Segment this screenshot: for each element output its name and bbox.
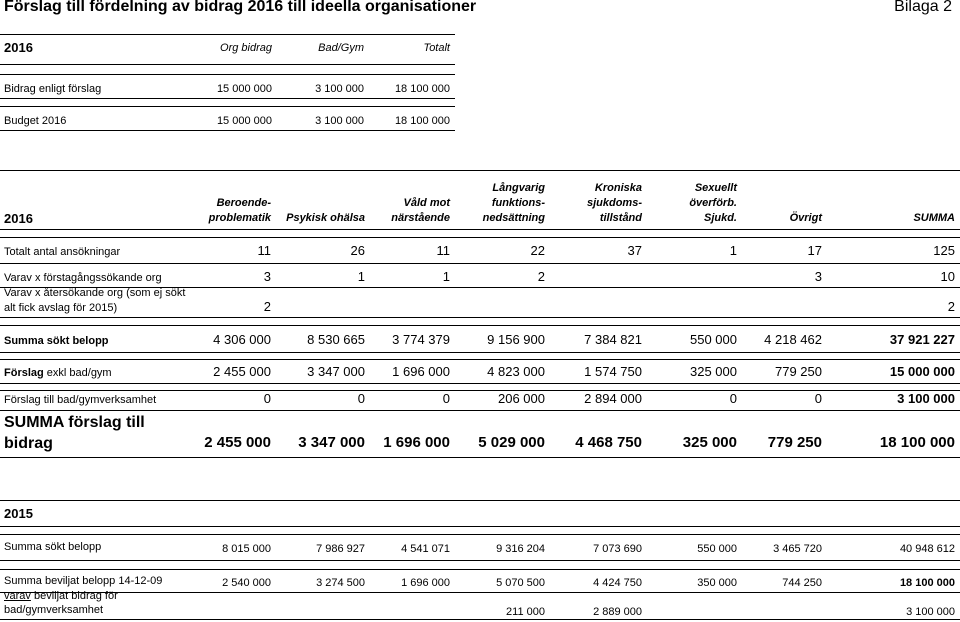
col-header-total: Totalt <box>423 42 450 54</box>
cell-value: 206 000 <box>498 391 545 406</box>
cell-value: 5 070 500 <box>496 577 545 589</box>
top-table-year: 2016 <box>4 40 33 55</box>
col-header-org: Org bidrag <box>220 42 272 54</box>
cell-value: 325 000 <box>690 364 737 379</box>
row-label: Varav x återsökande org (som ej sökt <box>4 287 186 299</box>
divider <box>0 410 960 411</box>
column-header-line: tillstånd <box>599 212 642 224</box>
cell-value: 1 <box>729 243 737 258</box>
cell-value: 3 <box>263 269 271 284</box>
cell-value: 779 250 <box>767 434 822 451</box>
cell-value: 3 100 000 <box>315 115 364 127</box>
cell-value: 3 274 500 <box>316 577 365 589</box>
column-header-line: Sjukd. <box>703 212 737 224</box>
page-title: Förslag till fördelning av bidrag 2016 till ideella organisationer <box>4 0 477 15</box>
divider <box>0 500 960 501</box>
column-header <box>737 211 822 226</box>
column-header <box>642 181 737 226</box>
divider <box>0 569 960 570</box>
row-label: bidrag <box>4 435 53 452</box>
row-label <box>4 367 112 379</box>
column-header-line: överförb. <box>689 197 737 209</box>
cell-value: 8 530 665 <box>307 332 365 347</box>
row-label: SUMMA förslag till <box>4 414 145 431</box>
row-label: Summa sökt belopp <box>4 335 109 347</box>
cell-value: 1 696 000 <box>392 364 450 379</box>
cell-value: 17 <box>807 243 822 258</box>
column-header-line: Våld mot <box>403 197 450 209</box>
divider <box>0 98 455 99</box>
row-label-underlined: varav <box>4 590 31 602</box>
cell-value: 0 <box>357 391 365 406</box>
divider <box>0 106 455 107</box>
column-header <box>365 196 450 226</box>
row-label <box>4 590 118 602</box>
column-header-line: sjukdoms- <box>586 197 642 209</box>
column-header <box>822 211 955 226</box>
divider <box>0 352 960 353</box>
cell-value: 3 774 379 <box>392 332 450 347</box>
column-header-line: SUMMA <box>913 212 955 224</box>
cell-value: 1 696 000 <box>383 434 450 451</box>
divider <box>0 317 960 318</box>
column-header-line: problematik <box>208 212 271 224</box>
divider <box>0 560 960 561</box>
main-table-year: 2016 <box>4 211 33 226</box>
divider <box>0 237 960 238</box>
row-label-rest: beviljat bidrag för <box>30 590 118 602</box>
column-header-line: Sexuellt <box>694 182 737 194</box>
divider <box>0 592 960 593</box>
row-label: Summa beviljat belopp 14-12-09 <box>4 575 163 587</box>
cell-value: 4 468 750 <box>575 434 642 451</box>
divider <box>0 383 960 384</box>
cell-value: 3 100 000 <box>897 391 955 406</box>
column-header-line: Kroniska <box>594 182 642 194</box>
cell-value: 325 000 <box>682 434 737 451</box>
cell-value: 4 218 462 <box>764 332 822 347</box>
cell-value: 7 073 690 <box>593 543 642 555</box>
cell-value: 11 <box>257 243 271 258</box>
cell-value: 18 100 000 <box>394 115 450 127</box>
row-label: Varav x förstagångssökande org <box>4 272 162 284</box>
column-header-line: närstående <box>391 212 450 224</box>
cell-value: 2 <box>537 269 545 284</box>
cell-value: 5 029 000 <box>478 434 545 451</box>
row-label-bold: Förslag <box>4 367 44 379</box>
divider <box>0 619 960 620</box>
cell-value: 2 889 000 <box>593 606 642 618</box>
cell-value: 26 <box>350 243 365 258</box>
cell-value: 550 000 <box>690 332 737 347</box>
cell-value: 550 000 <box>697 543 737 555</box>
cell-value: 211 000 <box>506 606 545 618</box>
column-header-line: Övrigt <box>789 212 822 224</box>
column-header-line: funktions- <box>491 197 545 209</box>
cell-value: 18 100 000 <box>899 577 955 589</box>
cell-value: 15 000 000 <box>216 115 272 127</box>
cell-value: 2 <box>263 299 271 314</box>
column-header <box>176 196 271 226</box>
cell-value: 0 <box>729 391 737 406</box>
cell-value: 15 000 000 <box>216 83 272 95</box>
divider <box>0 130 455 131</box>
cell-value: 2 455 000 <box>204 434 271 451</box>
cell-value: 744 250 <box>782 577 822 589</box>
row-label: Budget 2016 <box>4 115 67 127</box>
col-header-bad: Bad/Gym <box>318 42 364 54</box>
cell-value: 37 921 227 <box>889 332 955 347</box>
cell-value: 350 000 <box>697 577 737 589</box>
cell-value: 1 <box>357 269 365 284</box>
column-header-line: Beroende- <box>216 197 271 209</box>
row-label-rest: exkl bad/gym <box>43 367 112 379</box>
cell-value: 18 100 000 <box>879 434 955 451</box>
cell-value: 2 540 000 <box>222 577 271 589</box>
cell-value: 37 <box>627 243 642 258</box>
cell-value: 4 541 071 <box>401 543 450 555</box>
column-header-line: Psykisk ohälsa <box>286 212 365 224</box>
divider <box>0 534 960 535</box>
cell-value: 0 <box>442 391 450 406</box>
cell-value: 0 <box>814 391 822 406</box>
cell-value: 7 384 821 <box>584 332 642 347</box>
divider <box>0 325 960 326</box>
cell-value: 779 250 <box>775 364 822 379</box>
table-2015-year: 2015 <box>4 506 33 521</box>
divider <box>0 34 455 35</box>
cell-value: 2 894 000 <box>584 391 642 406</box>
cell-value: 3 100 000 <box>315 83 364 95</box>
cell-value: 4 424 750 <box>593 577 642 589</box>
divider <box>0 170 960 171</box>
cell-value: 1 <box>442 269 450 284</box>
divider <box>0 526 960 527</box>
row-label: alt fick avslag för 2015) <box>4 302 118 314</box>
divider <box>0 64 455 65</box>
cell-value: 0 <box>263 391 271 406</box>
divider <box>0 359 960 360</box>
cell-value: 9 156 900 <box>487 332 545 347</box>
row-label: Förslag till bad/gymverksamhet <box>4 394 157 406</box>
cell-value: 3 347 000 <box>298 434 365 451</box>
appendix-label: Bilaga 2 <box>894 0 952 15</box>
cell-value: 1 696 000 <box>401 577 450 589</box>
divider <box>0 457 960 458</box>
row-label: Summa sökt belopp <box>4 541 102 553</box>
cell-value: 15 000 000 <box>889 364 955 379</box>
cell-value: 11 <box>436 243 450 258</box>
cell-value: 10 <box>940 269 955 284</box>
cell-value: 2 <box>947 299 955 314</box>
column-header <box>450 181 545 226</box>
cell-value: 18 100 000 <box>394 83 450 95</box>
cell-value: 3 <box>814 269 822 284</box>
column-header <box>271 211 365 226</box>
column-header-line: Långvarig <box>492 182 545 194</box>
cell-value: 7 986 927 <box>316 543 365 555</box>
cell-value: 22 <box>530 243 545 258</box>
divider <box>0 74 455 75</box>
row-label: Totalt antal ansökningar <box>4 246 121 258</box>
cell-value: 1 574 750 <box>584 364 642 379</box>
cell-value: 9 316 204 <box>496 543 545 555</box>
row-label: Bidrag enligt förslag <box>4 83 102 95</box>
cell-value: 8 015 000 <box>222 543 271 555</box>
cell-value: 40 948 612 <box>899 543 955 555</box>
row-label: bad/gymverksamhet <box>4 604 104 616</box>
divider <box>0 263 960 264</box>
cell-value: 2 455 000 <box>213 364 271 379</box>
column-header-line: nedsättning <box>482 212 545 224</box>
cell-value: 3 347 000 <box>307 364 365 379</box>
column-header <box>545 181 642 226</box>
cell-value: 3 100 000 <box>906 606 955 618</box>
cell-value: 4 823 000 <box>487 364 545 379</box>
divider <box>0 229 960 230</box>
cell-value: 3 465 720 <box>773 543 822 555</box>
cell-value: 125 <box>933 243 955 258</box>
cell-value: 4 306 000 <box>213 332 271 347</box>
